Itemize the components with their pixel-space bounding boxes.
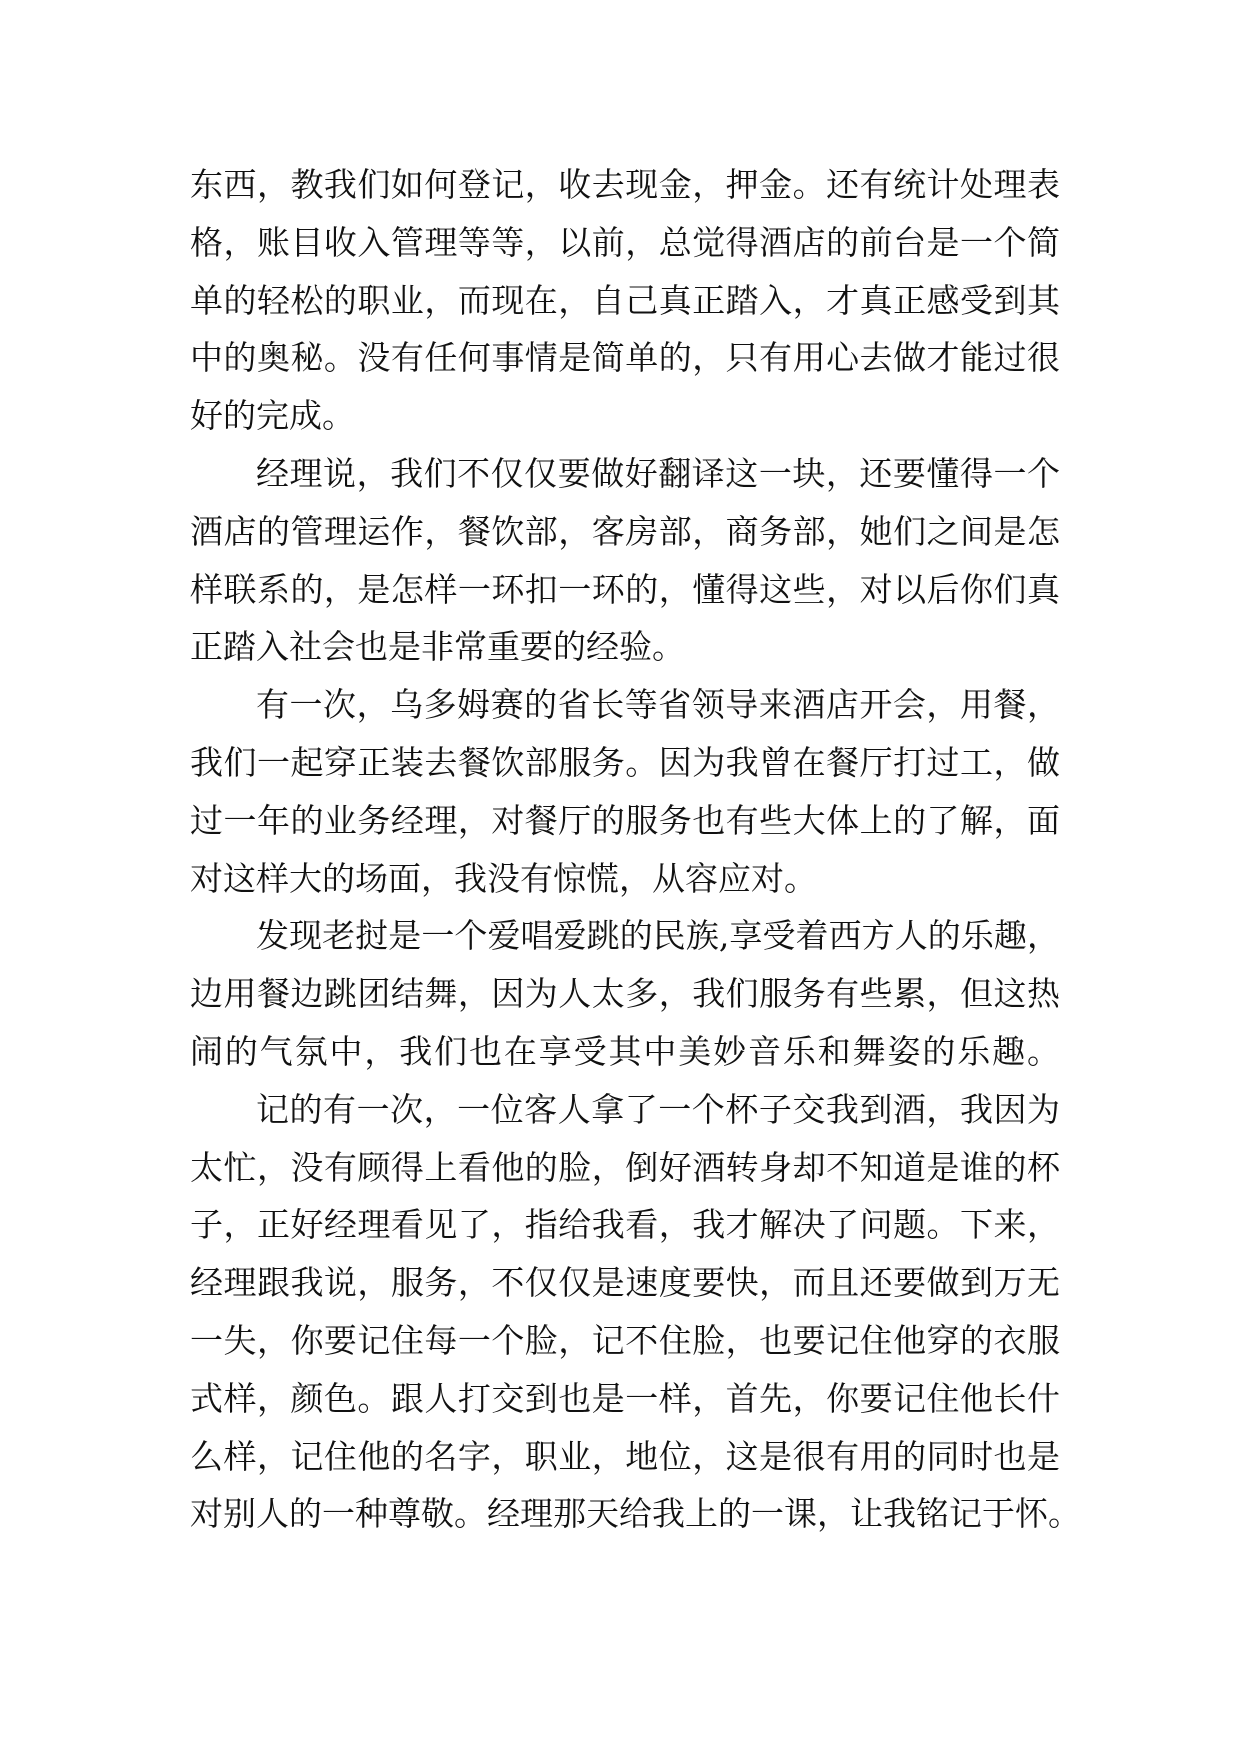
text-line: 有一次，乌多姆赛的省长等省领导来酒店开会，用餐，: [256, 685, 1060, 725]
text-line: 好的完成。: [190, 396, 355, 436]
text-line: 中的奥秘。没有任何事情是简单的，只有用心去做才能过很: [190, 338, 1060, 378]
text-line: 子，正好经理看见了，指给我看，我才解决了问题。下来，: [190, 1205, 1060, 1245]
text-line: 经理跟我说，服务，不仅仅是速度要快，而且还要做到万无: [190, 1263, 1060, 1303]
text-line: 正踏入社会也是非常重要的经验。: [190, 627, 685, 667]
text-line: 过一年的业务经理，对餐厅的服务也有些大体上的了解，面: [190, 800, 1060, 840]
text-line: 对这样大的场面，我没有惊慌，从容应对。: [190, 858, 817, 898]
text-line: 太忙，没有顾得上看他的脸，倒好酒转身却不知道是谁的杯: [190, 1147, 1060, 1187]
text-line: 式样，颜色。跟人打交到也是一样，首先，你要记住他长什: [190, 1378, 1060, 1418]
text-line: 东西，教我们如何登记，收去现金，押金。还有统计处理表: [190, 165, 1060, 204]
text-line: 样联系的，是怎样一环扣一环的，懂得这些，对以后你们真: [190, 569, 1060, 609]
text-line: 单的轻松的职业，而现在，自己真正踏入，才真正感受到其: [190, 280, 1060, 320]
text-line: 酒店的管理运作，餐饮部，客房部，商务部，她们之间是怎: [190, 511, 1060, 551]
text-line: 闹的气氛中，我们也在享受其中美妙音乐和舞姿的乐趣。: [190, 1031, 1060, 1071]
text-line: 么样，记住他的名字，职业，地位，这是很有用的同时也是: [190, 1436, 1060, 1476]
text-line: 我们一起穿正装去餐饮部服务。因为我曾在餐厅打过工，做: [190, 742, 1060, 782]
text-line: 格，账目收入管理等等，以前，总觉得酒店的前台是一个简: [190, 222, 1060, 262]
text-line: 记的有一次，一位客人拿了一个杯子交我到酒，我因为: [256, 1089, 1060, 1129]
body-text: [190, 156, 1081, 1543]
text-line: 一失，你要记住每一个脸，记不住脸，也要记住他穿的衣服: [190, 1320, 1060, 1360]
text-line: 边用餐边跳团结舞，因为人太多，我们服务有些累，但这热: [190, 974, 1060, 1014]
text-line: 发现老挝是一个爱唱爱跳的民族,享受着西方人的乐趣，: [256, 916, 1060, 956]
text-line: 对别人的一种尊敬。经理那天给我上的一课，让我铭记于怀。: [190, 1494, 1081, 1534]
text-line: 经理说，我们不仅仅要做好翻译这一块，还要懂得一个: [256, 453, 1060, 493]
